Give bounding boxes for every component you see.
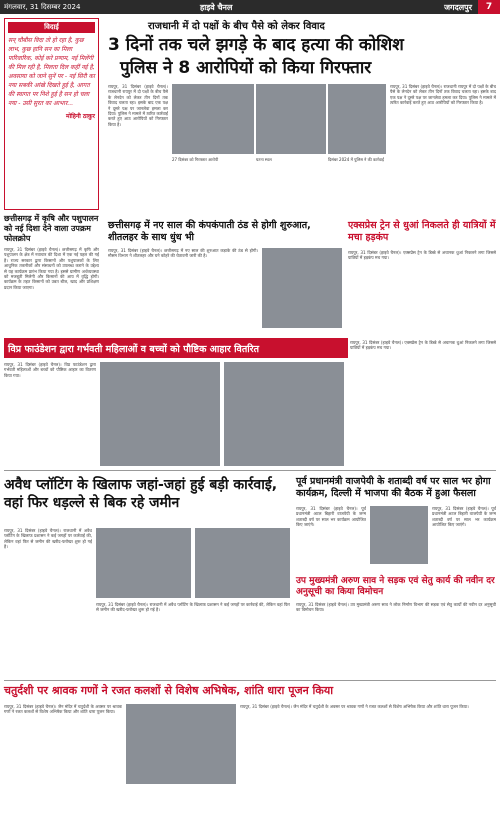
main-body: रायपुर, 31 दिसंबर (हाइवे चैनल)। राजधानी रायपुर में दो पक्षों के बीच पैसे के लेनदेन को लेकर तीन दिनों तक विवाद चलता रहा। इसके बाद एक पक्ष ने दूसरे पक्ष पर जानलेवा हमला कर दिया। पुलिस ने मामले में त्वरित कार्रवाई करते हुए आठ आरोपियों को गिरफ्तार किया है। <box>108 84 168 127</box>
plotting-body-cont: रायपुर, 31 दिसंबर (हाइवे चैनल)। राजधानी में अवैध प्लॉटिंग के खिलाफ प्रशासन ने कई जगहों पर कार्रवाई की, लेकिन वहां फिर से जमीन की खरीद-फरोख्त शुरू हो गई है। <box>96 602 290 613</box>
vipra-headline: विप्र फाउंडेशन द्वारा गर्भवती महिलाओं व बच्चों को पौष्टिक आहार वितरित <box>4 338 348 358</box>
main-caption-3: दिसंबर 2024 में पुलिस ने की कार्रवाई <box>328 157 385 162</box>
header-city: जगदलपुर <box>444 3 472 12</box>
main-photo-1 <box>172 84 254 154</box>
poem-title: विदाई <box>8 22 95 33</box>
vipra-body: रायपुर, 31 दिसंबर (हाइवे चैनल)। विप्र फाउंडेशन द्वारा गर्भवती महिलाओं और बच्चों को पौष्टिक आहार का वितरण किया गया। <box>4 362 96 378</box>
vipra-photo-2 <box>224 362 344 466</box>
poem-author: मोहिनी ठाकुर <box>66 113 95 120</box>
vajpayee-body-cont: रायपुर, 31 दिसंबर (हाइवे चैनल)। पूर्व प्रधानमंत्री अटल बिहारी वाजपेयी के जन्म शताब्दी वर्ष पर साल भर कार्यक्रम आयोजित किए जाएंगे। <box>432 506 496 528</box>
cm-body: रायपुर, 31 दिसंबर (हाइवे चैनल)। उप मुख्यमंत्री अरुण साव ने लोक निर्माण विभाग की सड़क एवं सेतु कार्यों की नवीन दर अनुसूची का विमोचन किया। <box>296 602 496 613</box>
vajpayee-headline: पूर्व प्रधानमंत्री वाजपेयी के शताब्दी वर्ष पर साल भर होगा कार्यक्रम, दिल्ली में भाजपा की बैठक में हुआ फैसला <box>296 476 491 499</box>
bottom-body: रायपुर, 31 दिसंबर (हाइवे चैनल)। जैन मंदिर में चतुर्दशी के अवसर पर श्रावक गणों ने रजत कलशों से विशेष अभिषेक किया और शांति धारा पूजन किया। <box>4 704 122 715</box>
left-story-headline: छत्तीसगढ़ में कृषि और पशुपालन को नई दिशा देने वाला उपक्रम फोलक्रोप <box>4 214 99 243</box>
main-body-cont: रायपुर, 31 दिसंबर (हाइवे चैनल)। राजधानी रायपुर में दो पक्षों के बीच पैसे के लेनदेन को लेकर तीन दिनों तक विवाद चलता रहा। इसके बाद एक पक्ष ने दूसरे पक्ष पर जानलेवा हमला कर दिया। पुलिस ने मामले में त्वरित कार्रवाई करते हुए आठ आरोपियों को गिरफ्तार किया है। <box>390 84 496 106</box>
left-story-body: रायपुर, 31 दिसंबर (हाइवे चैनल)। छत्तीसगढ़ में कृषि और पशुपालन के क्षेत्र में नवाचार की दिशा में एक नई पहल की गई है। राज्य सरकार द्वारा किसानों और पशुपालकों के लिए आधुनिक तकनीकों और संसाधनों को उपलब्ध कराने के उद्देश्य से यह कार्यक्रम प्रारंभ किया गया है। इससे ग्रामीण अर्थव्यवस्था को मजबूती मिलेगी और किसानों की आय में वृद्धि होगी। कार्यक्रम के तहत किसानों को उन्नत बीज, खाद और प्रशिक्षण प्रदान किया जाएगा। <box>4 247 99 290</box>
main-photo-2 <box>256 84 326 154</box>
cm-headline: उप मुख्यमंत्री अरुण साव ने सड़क एवं सेतु कार्य की नवीन दर अनुसूची का किया विमोचन <box>296 576 495 597</box>
train-headline: एक्सप्रेस ट्रेन से धुआं निकलते ही यात्रियों में मचा हड़कंप <box>348 220 496 243</box>
cold-body: रायपुर, 31 दिसंबर (हाइवे चैनल)। छत्तीसगढ़ में नए साल की शुरुआत कड़ाके की ठंड से होगी। मौसम विभाग ने शीतलहर और घने कोहरे की चेतावनी जारी की है। <box>108 248 258 259</box>
cold-photo <box>262 248 342 328</box>
train-body: रायपुर, 31 दिसंबर (हाइवे चैनल)। एक्सप्रेस ट्रेन के डिब्बे से अचानक धुआं निकलने लगा जिससे यात्रियों में हड़कंप मच गया। <box>348 250 496 261</box>
page-number: 7 <box>478 0 500 14</box>
bottom-headline: चतुर्दशी पर श्रावक गणों ने रजत कलशों से विशेष अभिषेक, शांति धारा पूजन किया <box>4 684 334 697</box>
vajpayee-photo <box>370 506 428 564</box>
bottom-body-cont: रायपुर, 31 दिसंबर (हाइवे चैनल)। जैन मंदिर में चतुर्दशी के अवसर पर श्रावक गणों ने रजत कलशों से विशेष अभिषेक किया और शांति धारा पूजन किया। <box>240 704 469 709</box>
vajpayee-body: रायपुर, 31 दिसंबर (हाइवे चैनल)। पूर्व प्रधानमंत्री अटल बिहारी वाजपेयी के जन्म शताब्दी वर्ष पर साल भर कार्यक्रम आयोजित किए जाएंगे। <box>296 506 366 528</box>
main-caption-2: घटना स्थल <box>256 157 272 162</box>
main-caption-1: 27 दिसंबर को गिरफ्तार आरोपी <box>172 157 219 162</box>
page-header-bar <box>0 0 500 14</box>
poem-text: सन् चौबीस विदा तो हो रहा है, कुछ लाभ, कुछ हानि सन का मिला पारिवारिक, कोई करे प्रणाम, नई मिलेंगी की मिल रही है, मिलता दिल कहीं नई है, अवसाया को जाने सुनें पर - नई सिरी का नया सबकी आंखे दिखते हुई है, आगत की स्वागत पर निशे हुई है सन हो चला नया - उसी सुरत का आभार... <box>8 37 95 107</box>
poem-box <box>4 18 99 210</box>
divider <box>4 680 496 681</box>
divider <box>4 470 496 471</box>
plotting-photo-1 <box>96 528 191 598</box>
main-photo-3 <box>328 84 386 154</box>
plotting-headline: अवैध प्लॉटिंग के खिलाफ जहां-जहां हुई बड़ी कार्रवाई, वहां फिर धड़ल्ले से बिक रहे जमीन <box>4 477 278 511</box>
cold-headline: छत्तीसगढ़ में नए साल की कंपकंपाती ठंड से होगी शुरुआत, शीतलहर के साथ धुंध भी <box>108 220 311 243</box>
train-body-cont: रायपुर, 31 दिसंबर (हाइवे चैनल)। एक्सप्रेस ट्रेन के डिब्बे से अचानक धुआं निकलने लगा जिससे यात्रियों में हड़कंप मच गया। <box>350 340 496 351</box>
main-headline-1: 3 दिनों तक चले झगड़े के बाद हत्या की कोशिश <box>108 35 404 55</box>
plotting-photo-2 <box>195 528 290 598</box>
header-date: मंगलवार, 31 दिसम्बर 2024 <box>4 3 81 11</box>
main-kicker: राजधानी में दो पक्षों के बीच पैसे को लेकर विवाद <box>148 21 325 32</box>
bottom-photo <box>126 704 236 784</box>
main-headline-2: पुलिस ने 8 आरोपियों को किया गिरफ्तार <box>120 58 372 78</box>
header-paper-name: हाइवे चैनल <box>200 3 233 12</box>
vipra-photo-1 <box>100 362 220 466</box>
plotting-body: रायपुर, 31 दिसंबर (हाइवे चैनल)। राजधानी में अवैध प्लॉटिंग के खिलाफ प्रशासन ने कई जगहों पर कार्रवाई की, लेकिन वहां फिर से जमीन की खरीद-फरोख्त शुरू हो गई है। <box>4 528 92 550</box>
